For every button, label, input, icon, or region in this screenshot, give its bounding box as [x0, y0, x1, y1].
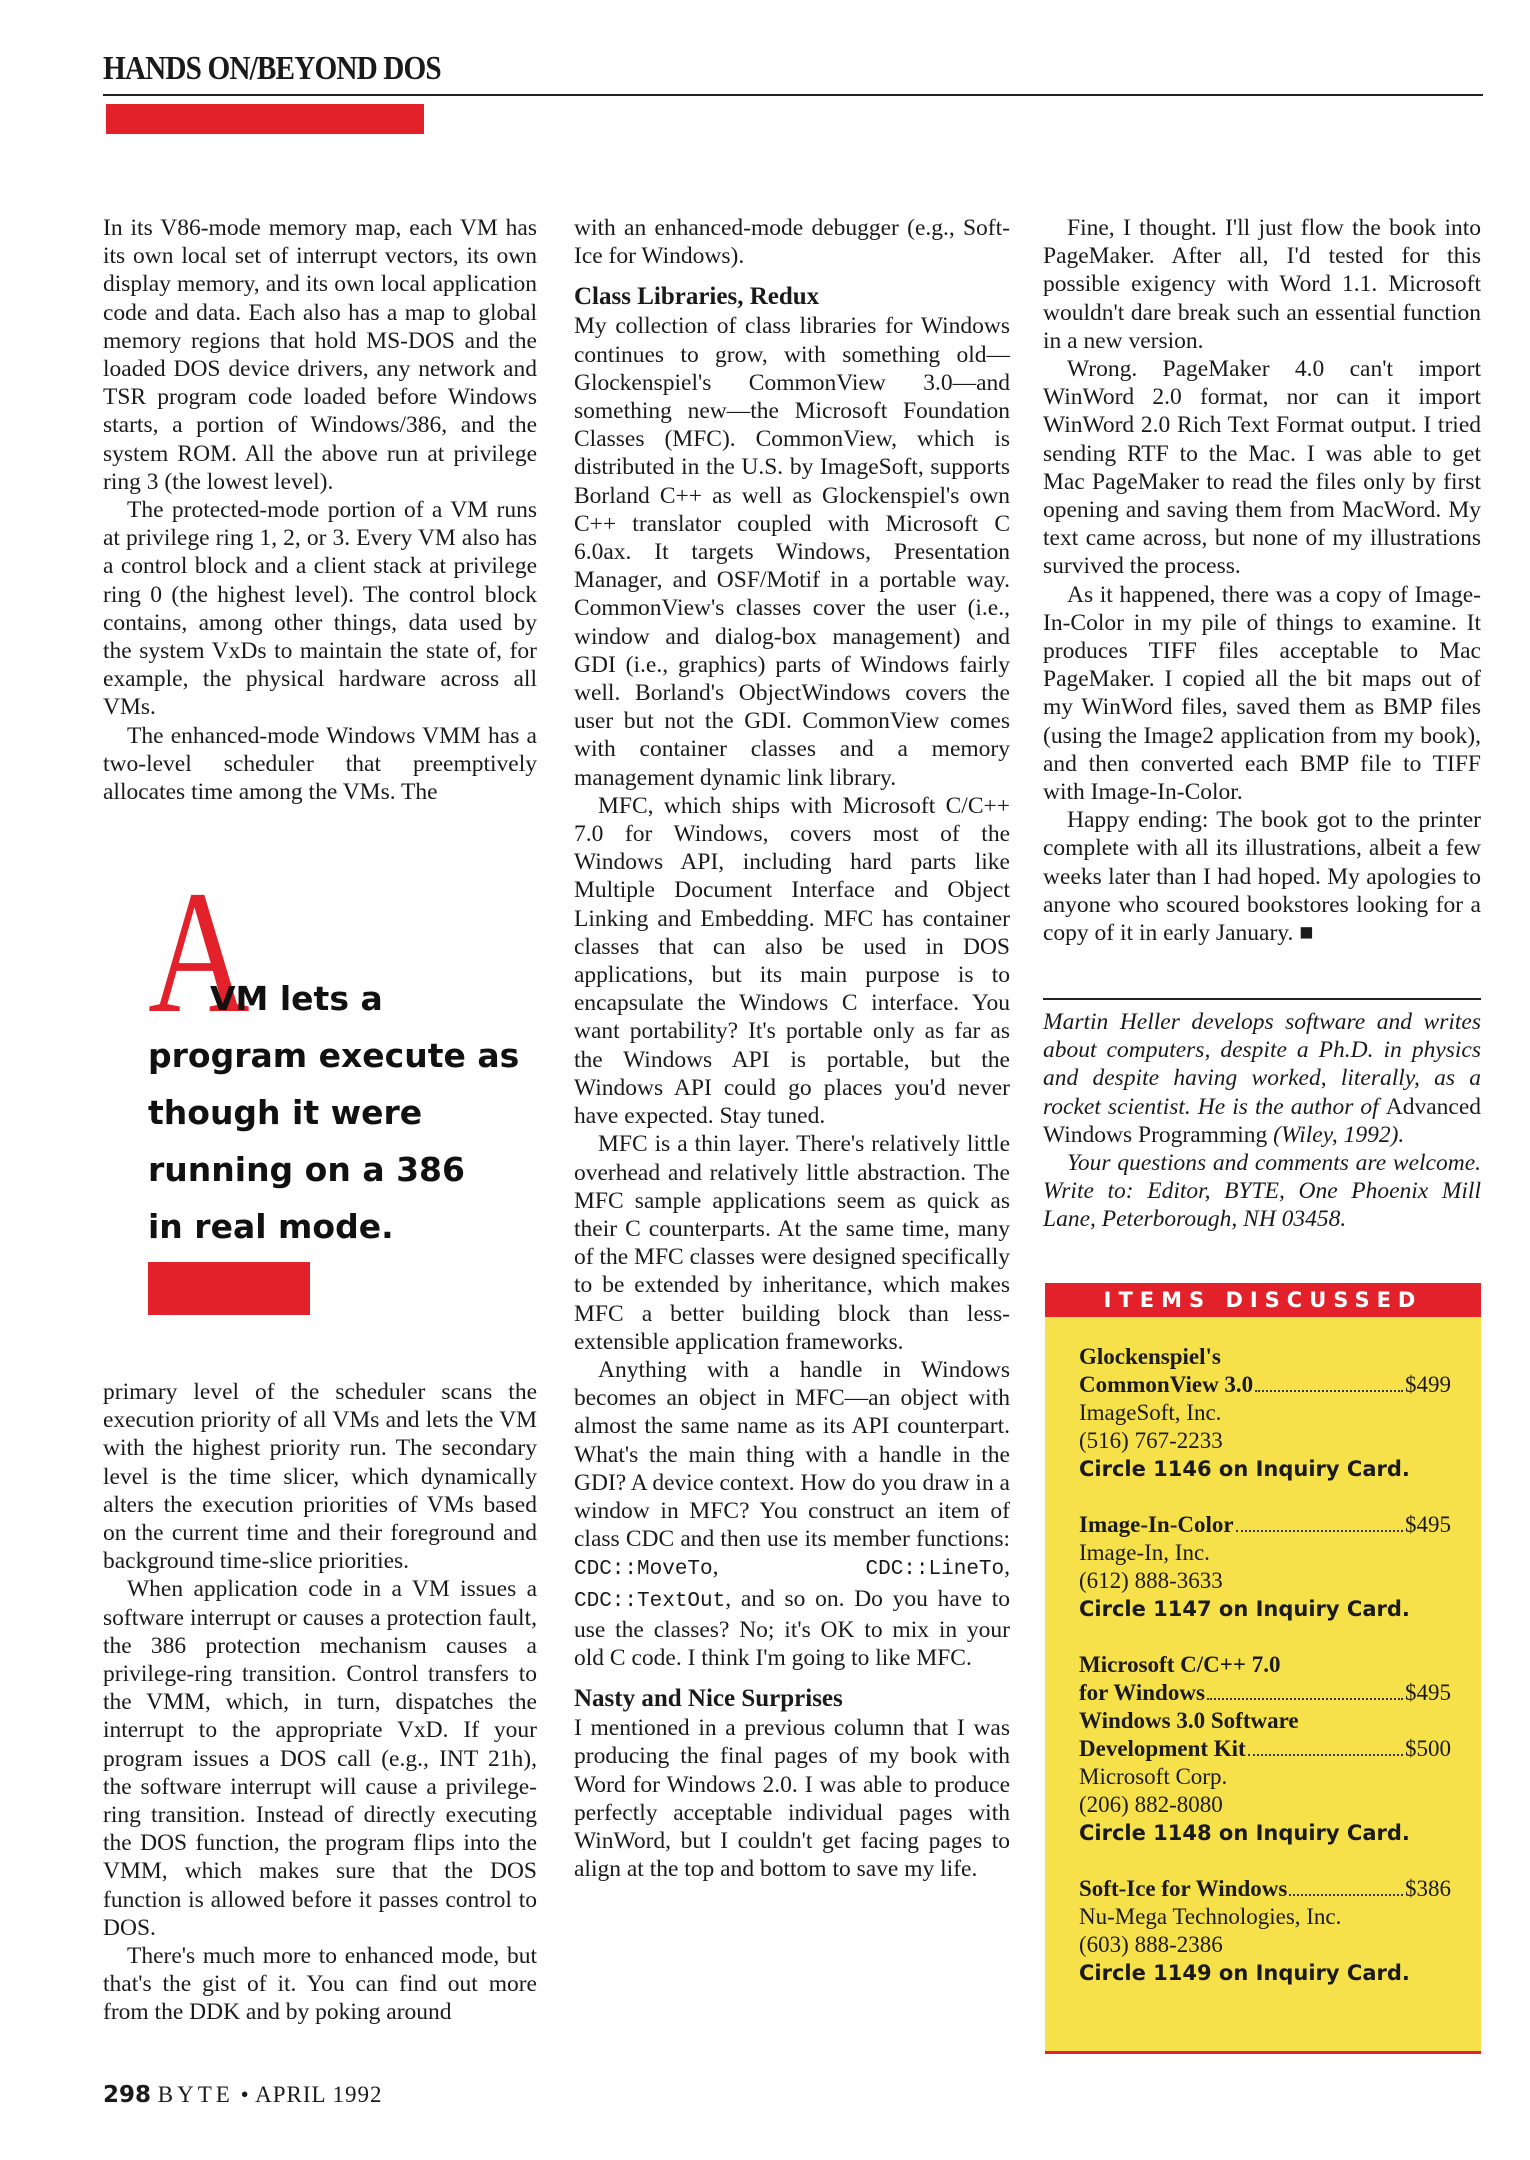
column-1-lower [103, 1378, 537, 2027]
paragraph: Wrong. PageMaker 4.0 can't import WinWord 2.0 format, nor can it import WinWord 2.0 Rich Text Format output. I tried sending RTF to the Mac. I was able to get Mac PageMaker to read the files only by first opening and saving them from MacWord. My text came across, but none of my illustrations survived the process. [1043, 356, 1481, 580]
items-discussed-box [1045, 1283, 1481, 2051]
company-phone: (603) 888-2386 [1079, 1932, 1223, 1957]
bio-paragraph: Your questions and comments are welcome. Write to: Editor, BYTE, One Phoenix Mill Lane, Peterborough, NH 03458. [1043, 1150, 1481, 1233]
paragraph: As it happened, there was a copy of Image-In-Color in my pile of things to examine. It produces TIFF files acceptable to Mac PageMaker. I copied all the bit maps out of my WinWord files, saved them as BMP files (using the Image2 application from my book), and then converted each BMP file to TIFF with Image-In-Color. [1043, 581, 1481, 806]
product-price: $495 [1405, 1512, 1451, 1537]
items-discussed-title: ITEMS DISCUSSED [1045, 1283, 1481, 1317]
product-name: Microsoft C/C++ 7.0 [1079, 1652, 1281, 1677]
product-price: $499 [1405, 1372, 1451, 1397]
inquiry-circle: Circle 1148 on Inquiry Card. [1079, 1821, 1410, 1845]
paragraph: MFC, which ships with Microsoft C/C++ 7.0 for Windows, covers most of the Windows API, including hard parts like Multiple Document Interface and Object Linking and Embedding. MFC has container classes that can also be used in DOS applications, but its main purpose is to encapsulate the Windows C interface. You want portability? It's portable only as far as the Windows API is portable, but the Windows API could go places you'd never have expected. Stay tuned. [574, 792, 1010, 1130]
company-name: ImageSoft, Inc. [1079, 1400, 1222, 1425]
pull-quote-line: VM lets a [210, 979, 383, 1018]
list-item [1079, 1875, 1451, 1987]
product-price: $386 [1405, 1876, 1451, 1901]
paragraph: The enhanced-mode Windows VMM has a two-level scheduler that preemptively allocates time among the VMs. The [103, 722, 537, 806]
page-number: 298 [103, 2082, 152, 2108]
paragraph: MFC is a thin layer. There's relatively little overhead and relatively little abstraction. The MFC sample applications seem as quick as their C counterparts. At the same time, many of the MFC classes were designed specifically to be extended by inheritance, which makes MFC a better building block than less-extensible application frameworks. [574, 1131, 1010, 1355]
company-name: Microsoft Corp. [1079, 1764, 1228, 1789]
page-footer [103, 2082, 382, 2108]
issue-date: APRIL 1992 [255, 2082, 383, 2107]
text-run: Anything with a handle in Windows becomes an object in MFC—an object with almost the same name as its API counterpart. What's the main thing with a handle in the GDI? A device context. How do you draw in a window in MFC? You construct an item of class CDC and then use its member functions: [574, 1356, 1010, 1553]
items-bottom-rule [1045, 2051, 1481, 2054]
company-phone: (612) 888-3633 [1079, 1568, 1223, 1593]
paragraph: with an enhanced-mode debugger (e.g., Soft-Ice for Windows). [574, 215, 1010, 270]
paragraph [1043, 806, 1481, 947]
product-price: $495 [1405, 1680, 1451, 1705]
header-rule [103, 94, 1483, 96]
text-run: Martin Heller develops software and writes about computers, despite a Ph.D. in physics and despite having worked, literally, as a rocket scientist. He is the author of [1043, 1009, 1481, 1120]
inquiry-circle: Circle 1146 on Inquiry Card. [1079, 1457, 1410, 1481]
code-run: CDC::LineTo [865, 1558, 1005, 1582]
product-name: Glockenspiel's [1079, 1344, 1221, 1369]
company-phone: (516) 767-2233 [1079, 1428, 1223, 1453]
bio-rule [1043, 998, 1481, 1000]
paragraph: There's much more to enhanced mode, but that's the gist of it. You can find out more from the DDK and by poking around [103, 1943, 537, 2026]
pull-quote-line: program execute as [148, 1036, 520, 1075]
column-1-upper [103, 214, 537, 806]
paragraph: primary level of the scheduler scans the execution priority of all VMs and lets the VM with the highest priority run. The secondary level is the time slicer, which dynamically alters the execution priorities of VMs based on the current time and their foreground and background time-slice priorities. [103, 1379, 537, 1575]
pull-quote-line: though it were [148, 1093, 423, 1132]
company-name: Nu-Mega Technologies, Inc. [1079, 1904, 1342, 1929]
pull-quote-line: running on a 386 [148, 1150, 465, 1189]
bio-paragraph [1043, 1008, 1481, 1149]
code-run: CDC::MoveTo [574, 1558, 713, 1582]
list-item [1079, 1511, 1451, 1623]
product-price: $500 [1405, 1736, 1451, 1761]
end-mark-icon: ■ [1299, 920, 1314, 947]
pull-quote-drop-cap: A [148, 855, 250, 1050]
product-name: Image-In-Color [1079, 1512, 1234, 1537]
paragraph: Fine, I thought. I'll just flow the book into PageMaker. After all, I'd tested for this possible exigency with Word 1.1. Microsoft wouldn't dare break such an essential function in a new version. [1043, 215, 1481, 354]
product-name: Development Kit [1079, 1736, 1246, 1761]
paragraph: My collection of class libraries for Windows continues to grow, with something old—Glockenspiel's CommonView 3.0—and something new—the Microsoft Foundation Classes (MFC). CommonView, which is distributed in the U.S. by ImageSoft, supports Borland C++ as well as Glockenspiel's own C++ translator coupled with Microsoft C 6.0ax. It targets Windows, Presentation Manager, and OSF/Motif in a portable way. CommonView's classes cover the user (i.e., window and dialog-box management) and GDI (i.e., graphics) parts of Windows fairly well. Borland's ObjectWindows covers the user but not the GDI. CommonView comes with container classes and a memory management dynamic link library. [574, 313, 1010, 791]
subheading: Nasty and Nice Surprises [574, 1685, 843, 1713]
text-run: Happy ending: The book got to the printer complete with all its illustrations, albeit a few weeks later than I had hoped. My apologies to anyone who scoured bookstores looking for a copy of it in early January. [1043, 807, 1481, 947]
paragraph: I mentioned in a previous column that I was producing the final pages of my book with Word for Windows 2.0. I was able to produce perfectly acceptable individual pages with WinWord, but I couldn't get facing pages to align at the top and bottom to save my life. [574, 1715, 1010, 1883]
paragraph: When application code in a VM issues a software interrupt or causes a protection fault, the 386 protection mechanism causes a privilege-ring transition. Control transfers to the VMM, which, in turn, dispatches the interrupt to the appropriate VxD. If your program issues a DOS call (e.g., INT 21h), the software interrupt will cause a privilege-ring transition. Instead of directly executing the DOS function, the program flips into the VMM, which makes sure that the DOS function is allowed before it passes control to DOS. [103, 1576, 537, 1941]
pull-quote-text [148, 970, 528, 1255]
product-name: CommonView 3.0 [1079, 1372, 1254, 1397]
list-item [1079, 1343, 1451, 1483]
company-phone: (206) 882-8080 [1079, 1792, 1223, 1817]
text-run: , and so on. Do you have to use the classes? No; it's OK to mix in your old C code. I think I'm going to like MFC. [574, 1585, 1010, 1671]
pull-quote-red-block [148, 1262, 310, 1315]
paragraph: The protected-mode portion of a VM runs at privilege ring 1, 2, or 3. Every VM also has a control block and a client stack at privilege ring 0 (the highest level). The control block contains, among other things, data used by the system VxDs to maintain the state of, for example, the physical hardware across all VMs. [103, 497, 537, 721]
items-list [1045, 1317, 1481, 1987]
code-run: CDC::TextOut [574, 1589, 726, 1613]
inquiry-circle: Circle 1147 on Inquiry Card. [1079, 1597, 1410, 1621]
product-name: for Windows [1079, 1680, 1205, 1705]
text-run: (Wiley, 1992). [1273, 1121, 1405, 1148]
paragraph: Anything with a handle in Windows becomes an object in MFC—an object with almost the same name as its API counterpart. What's the main thing with a handle in the GDI? A device context. How do you draw in a window in MFC? You construct an item of class CDC and then use its member functions: CDC::MoveTo, CDC::LineTo, CDC::TextOut, and so on. Do you have to use the classes? No; it's OK to mix in your old C code. I think I'm going to like MFC. [574, 1356, 1010, 1671]
subheading: Class Libraries, Redux [574, 283, 820, 311]
header-red-bar [106, 104, 424, 134]
company-name: Image-In, Inc. [1079, 1540, 1210, 1565]
paragraph: In its V86-mode memory map, each VM has its own local set of interrupt vectors, its own display memory, and its own local application code and data. Each also has a map to global memory regions that hold MS-DOS and the loaded DOS device drivers, any network and TSR program code loaded before Windows starts, a portion of Windows/386, and the system ROM. All the above run at privilege ring 3 (the lowest level). [103, 215, 537, 495]
footer-separator: • [240, 2082, 250, 2107]
magazine-name: BYTE [157, 2082, 234, 2107]
pull-quote-line: in real mode. [148, 1207, 394, 1246]
author-bio [1043, 1008, 1481, 1234]
column-2 [574, 214, 1010, 1883]
product-name: Soft-Ice for Windows [1079, 1876, 1288, 1901]
product-name: Windows 3.0 Software [1079, 1708, 1299, 1733]
inquiry-circle: Circle 1149 on Inquiry Card. [1079, 1961, 1410, 1985]
list-item [1079, 1651, 1451, 1847]
book-title: Advanced Windows Programming [1043, 1093, 1482, 1148]
column-3 [1043, 214, 1481, 947]
section-title: HANDS ON/BEYOND DOS [103, 50, 441, 87]
